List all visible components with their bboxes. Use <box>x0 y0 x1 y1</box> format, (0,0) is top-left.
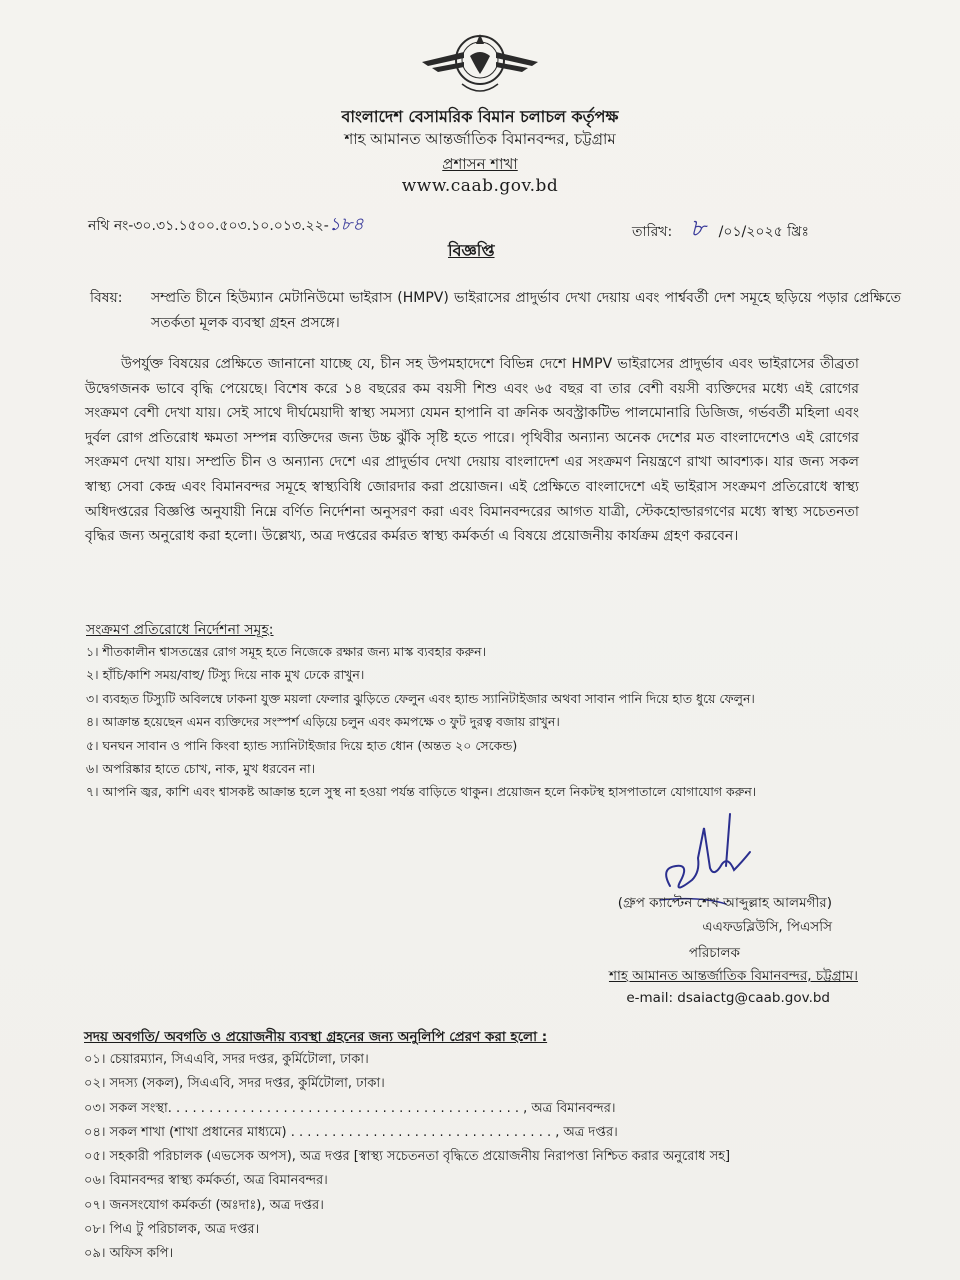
signatory-office: শাহ আমানত আন্তর্জাতিক বিমানবন্দর, চট্টগ্রাম। <box>608 968 858 984</box>
guideline-item: ৩। ব্যবহৃত টিস্যুটি অবিলম্বে ঢাকনা যুক্ত ময়লা ফেলার ঝুড়িতে ফেলুন এবং হ্যান্ড স্যানিটাইজার অথবা সাবান পানি দিয়ে হাত ধুয়ে ফেলুন। <box>86 690 755 706</box>
copy-recipient: ০৩। সকল সংস্থা. . . . . . . . . . . . . . . . . . . . . . . . . . . . . . . . . . . . . . . . . . . , অত্র বিমানবন্দর। <box>84 1100 616 1116</box>
guideline-item: ২। হাঁচি/কাশি সময়/বাহু/ টিস্যু দিয়ে নাক মুখ ঢেকে রাখুন। <box>86 667 365 683</box>
signatory-name: (গ্রুপ ক্যাপ্টেন শেখ আব্দুল্লাহ আলমগীর) <box>617 895 832 911</box>
branch-name: প্রশাসন শাখা <box>442 155 518 173</box>
copy-recipient: ০৮। পিএ টু পরিচালক, অত্র দপ্তর। <box>84 1222 260 1238</box>
copy-recipient: ০৬। বিমানবন্দর স্বাস্থ্য কর্মকর্তা, অত্র বিমানবন্দর। <box>84 1173 328 1189</box>
notice-title: বিজ্ঞপ্তি <box>448 241 495 260</box>
copy-recipient: ০৫। সহকারী পরিচালক (এভসেক অপস), অত্র দপ্তর [স্বাস্থ্য সচেতনতা বৃদ্ধিতে প্রয়োজনীয় নিরাপত্তা নিশ্চিত করার অনুরোধ সহ] <box>84 1149 731 1165</box>
body-paragraph: উপর্যুক্ত বিষয়ের প্রেক্ষিতে জানানো যাচ্ছে যে, চীন সহ উপমহাদেশে বিভিন্ন দেশে HMPV ভাইরাসের প্রাদুর্ভাব এবং ভাইরাসের তীব্রতা উদ্বেগজনক ভাবে বৃদ্ধি পেয়েছে। বিশেষ করে ১৪ বছরের কম বয়সী শিশু এবং ৬৫ বছর বা তার বেশী বয়সী ব্যক্তিদের মধ্যে এই রোগের সংক্রমণ বেশী দেখা যায়। সেই সাথে দীর্ঘমেয়াদী স্বাস্থ্য সমস্যা যেমন হাপানি বা ক্রনিক অবস্ট্রাকটিভ পালমোনারি ডিজিজ, গর্ভবর্তী মহিলা এবং দুর্বল রোগ প্রতিরোধ ক্ষমতা সম্পন্ন ব্যক্তিদের জন্য উচ্চ ঝুঁকি সৃষ্টি হতে পারে। পৃথিবীর অন্যান্য অনেক দেশের মত বাংলাদেশেও এই রোগের সংক্রমণ দেখা যায়। সম্প্রতি চীন ও অন্যান্য দেশে এর প্রাদুর্ভাব দেখা দেয়ায় বাংলাদেশ এর সংক্রমণ নিয়ন্ত্রণে রাখা আবশ্যক। যার জন্য সকল স্বাস্থ্য সেবা কেন্দ্র এবং বিমানবন্দর সমূহে স্বাস্থ্যবিধি জোরদার করা প্রয়োজন। এই প্রেক্ষিতে বাংলাদেশে এই ভাইরাস সংক্রমণ প্রতিরোধে স্বাস্থ্য অধিদপ্তরের বিজ্ঞপ্তি অনুযায়ী নিম্নে বর্ণিত নির্দেশনা অনুসরণ করা এবং বিমানবন্দরের আগত যাত্রী, স্টেকহোল্ডারগণের মধ্যে স্বাস্থ্য সচেতনতা বৃদ্ধির জন্য অনুরোধ করা হলো। উল্লেখ্য, অত্র দপ্তরের কর্মরত স্বাস্থ্য কর্মকর্তা এ বিষয়ে প্রয়োজনীয় কার্যক্রম গ্রহণ করবেন। <box>85 356 859 545</box>
subject-text: সম্প্রতি চীনে হিউম্যান মেটানিউমো ভাইরাস (HMPV) ভাইরাসের প্রাদুর্ভাব দেখা দেয়ায় এবং পার্শ্ববর্তী দেশ সমূহে ছড়িয়ে পড়ার প্রেক্ষিতে সতর্কতা মূলক ব্যবস্থা গ্রহন প্রসঙ্গে। <box>151 290 901 331</box>
copy-recipient: ০৪। সকল শাখা (শাখা প্রধানের মাধ্যমে) . . . . . . . . . . . . . . . . . . . . . . . . . . . . . . . . , অত্র দপ্তর। <box>84 1124 618 1140</box>
signatory-email[interactable]: e-mail: dsaiactg@caab.gov.bd <box>626 990 830 1006</box>
guideline-item: ৫। ঘনঘন সাবান ও পানি কিংবা হ্যান্ড স্যানিটাইজার দিয়ে হাত ধোন (অন্তত ২০ সেকেন্ড) <box>86 737 518 753</box>
copy-recipient: ০১। চেয়ারম্যান, সিএএবি, সদর দপ্তর, কুর্মিটোলা, ঢাকা। <box>84 1052 369 1067</box>
reference-number <box>88 210 364 241</box>
guideline-item: ১। শীতকালীন শ্বাসতন্ত্রের রোগ সমূহ হতে নিজেকে রক্ষার জন্য মাস্ক ব্যবহার করুন। <box>86 644 487 659</box>
organization-name: বাংলাদেশ বেসামরিক বিমান চলাচল কর্তৃপক্ষ <box>341 107 619 126</box>
notice-date <box>632 210 809 250</box>
copy-recipient: ০৯। অফিস কপি। <box>84 1246 174 1262</box>
reference-label: নথি নং-৩০.৩১.১৫০০.৫০৩.১০.০১৩.২২- <box>88 218 329 234</box>
reference-handwritten-number: ১৮৪ <box>328 214 364 235</box>
guidelines-title: সংক্রমণ প্রতিরোধে নির্দেশনা সমূহ: <box>86 622 274 638</box>
date-label: তারিখ: <box>632 224 673 240</box>
guideline-item: ৬। অপরিষ্কার হাতে চোখ, নাক, মুখ ধরবেন না। <box>86 761 316 777</box>
subject-label: বিষয়: <box>90 290 123 306</box>
copy-recipient: ০২। সদস্য (সকল), সিএএবি, সদর দপ্তর, কুর্মিটোলা, ঢাকা। <box>84 1076 385 1092</box>
copies-list <box>84 1048 884 1267</box>
caab-logo <box>418 22 542 100</box>
signatory-designation: পরিচালক <box>688 945 740 961</box>
date-handwritten-day: ৮ <box>689 214 706 242</box>
website-link[interactable]: www.caab.gov.bd <box>401 176 559 196</box>
airport-name: শাহ আমানত আন্তর্জাতিক বিমানবন্দর, চট্টগ্রাম <box>344 130 616 148</box>
signatory-credentials: এএফডব্লিউসি, পিএসসি <box>702 919 832 935</box>
copies-title: সদয় অবগতি/ অবগতি ও প্রয়োজনীয় ব্যবস্থা গ্রহনের জন্য অনুলিপি প্রেরণ করা হলো : <box>84 1029 548 1045</box>
guidelines-list <box>86 640 886 804</box>
guideline-item: ৭। আপনি জ্বর, কাশি এবং শ্বাসকষ্ট আক্রান্ত হলে সুস্থ না হওয়া পর্যন্ত বাড়িতে থাকুন। প্রয়োজন হলে নিকটস্থ হাসপাতালে যোগাযোগ করুন। <box>86 784 757 800</box>
copy-recipient: ০৭। জনসংযোগ কর্মকর্তা (অঃদাঃ), অত্র দপ্তর। <box>84 1197 324 1213</box>
date-rest: /০১/২০২৫ খ্রিঃ <box>718 224 809 240</box>
guideline-item: ৪। আক্রান্ত হয়েছেন এমন ব্যক্তিদের সংস্পর্শ এড়িয়ে চলুন এবং কমপক্ষে ৩ ফুট দুরত্ব বজায় রাখুন। <box>86 714 560 730</box>
